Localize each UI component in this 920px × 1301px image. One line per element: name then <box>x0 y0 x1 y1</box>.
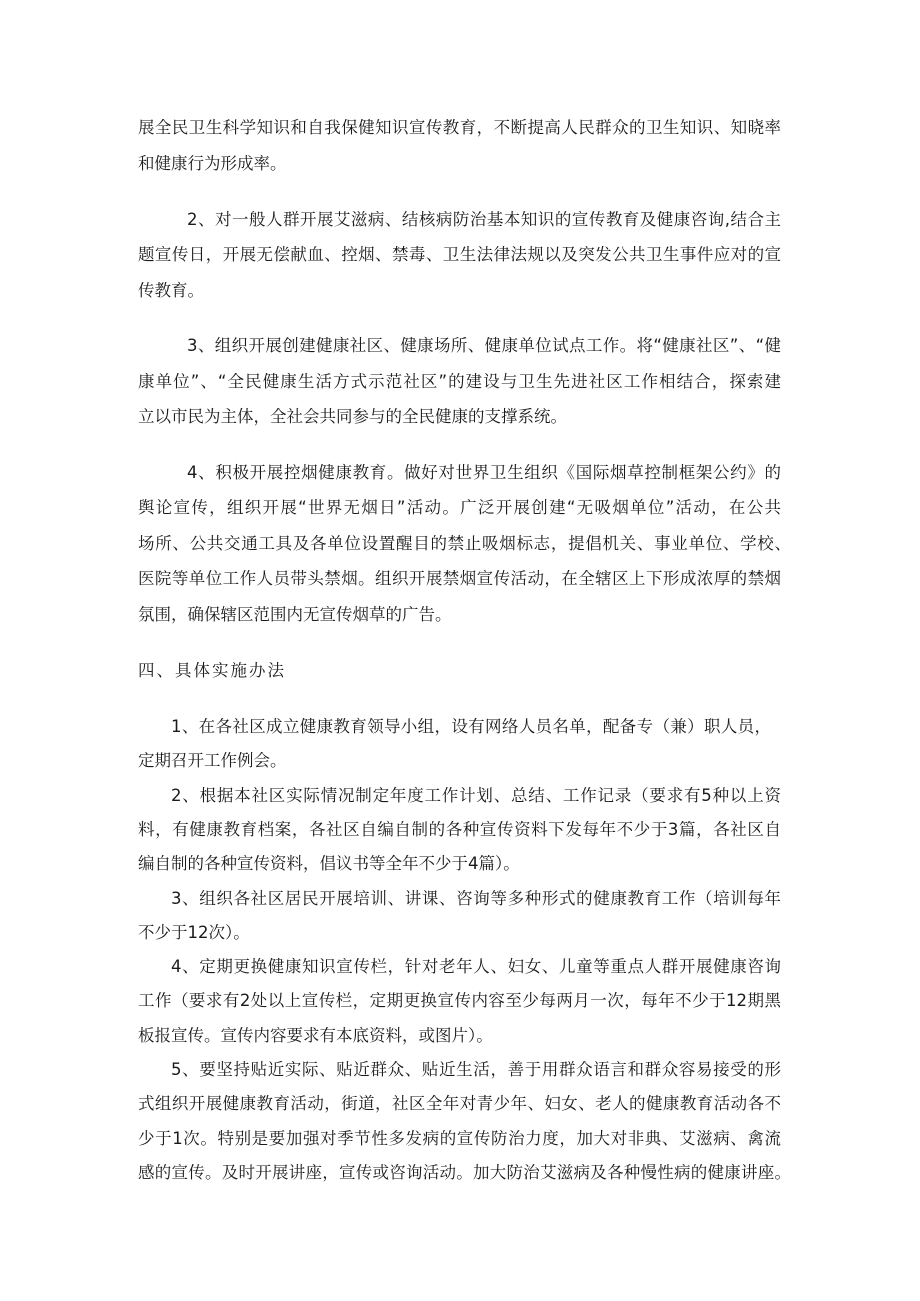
item-3-line-3: 立以市民为主体，全社会共同参与的全民健康的支撑系统。 <box>138 407 567 426</box>
item-3-line-1: 3、组织开展创建健康社区、健康场所、健康单位试点工作。将“健康社区”、“健 <box>187 336 781 355</box>
method-1-line-2: 定期召开工作例会。 <box>138 751 287 770</box>
method-3-line-1: 3、组织各社区居民开展培训、讲课、咨询等多种形式的健康教育工作（培训每年 <box>171 889 781 908</box>
item-4-line-3: 场所、公共交通工具及各单位设置醒目的禁止吸烟标志，提倡机关、事业单位、学校、 <box>138 534 791 553</box>
item-2-line-3: 传教育。 <box>138 281 204 300</box>
method-4-line-3: 板报宣传。宣传内容要求有本底资料，或图片）。 <box>138 1026 493 1045</box>
method-5-line-4: 感的宣传。及时开展讲座，宣传或咨询活动。加大防治艾滋病及各种慢性病的健康讲座。 <box>138 1163 791 1182</box>
method-2-line-3: 编自制的各种宣传资料，倡议书等全年不少于4篇）。 <box>138 854 520 873</box>
section-heading: 四、具体实施办法 <box>138 661 286 680</box>
method-4-line-2: 工作（要求有2处以上宣传栏，定期更换宣传内容至少每两月一次，每年不少于12期黑 <box>138 991 781 1010</box>
method-1-line-1: 1、在各社区成立健康教育领导小组，设有网络人员名单，配备专（兼）职人员， <box>171 717 771 736</box>
method-5-line-3: 少于1次。特别是要加强对季节性多发病的宣传防治力度，加大对非典、艾滋病、禽流 <box>138 1129 781 1148</box>
item-4-line-5: 氛围，确保辖区范围内无宣传烟草的广告。 <box>138 605 452 624</box>
item-4-line-1: 4、积极开展控烟健康教育。做好对世界卫生组织《国际烟草控制框架公约》的 <box>187 463 781 482</box>
item-4-line-2: 舆论宣传，组织开展“世界无烟日”活动。广泛开展创建“无吸烟单位”活动，在公共 <box>138 498 781 517</box>
method-2-line-1: 2、根据本社区实际情况制定年度工作计划、总结、工作记录（要求有5种以上资 <box>171 786 781 805</box>
item-2-line-1: 2、对一般人群开展艾滋病、结核病防治基本知识的宣传教育及健康咨询,结合主 <box>187 210 781 229</box>
method-4-line-1: 4、定期更换健康知识宣传栏，针对老年人、妇女、儿童等重点人群开展健康咨询 <box>171 957 781 976</box>
method-5-line-1: 5、要坚持贴近实际、贴近群众、贴近生活，善于用群众语言和群众容易接受的形 <box>171 1060 781 1079</box>
intro-line-2: 和健康行为形成率。 <box>138 154 287 173</box>
item-3-line-2: 康单位”、“全民健康生活方式示范社区”的建设与卫生先进社区工作相结合，探索建 <box>138 372 781 391</box>
method-3-line-2: 不少于12次）。 <box>138 923 250 942</box>
item-4-line-4: 医院等单位工作人员带头禁烟。组织开展禁烟宣传活动，在全辖区上下形成浓厚的禁烟 <box>138 569 781 588</box>
intro-line-1: 展全民卫生科学知识和自我保健知识宣传教育，不断提高人民群众的卫生知识、知晓率 <box>138 118 781 137</box>
method-2-line-2: 料，有健康教育档案，各社区自编自制的各种宣传资料下发每年不少于3篇，各社区自 <box>138 820 781 839</box>
method-5-line-2: 式组织开展健康教育活动，街道，社区全年对青少年、妇女、老人的健康教育活动各不 <box>138 1094 781 1113</box>
item-2-line-2: 题宣传日，开展无偿献血、控烟、禁毒、卫生法律法规以及突发公共卫生事件应对的宣 <box>138 245 781 264</box>
